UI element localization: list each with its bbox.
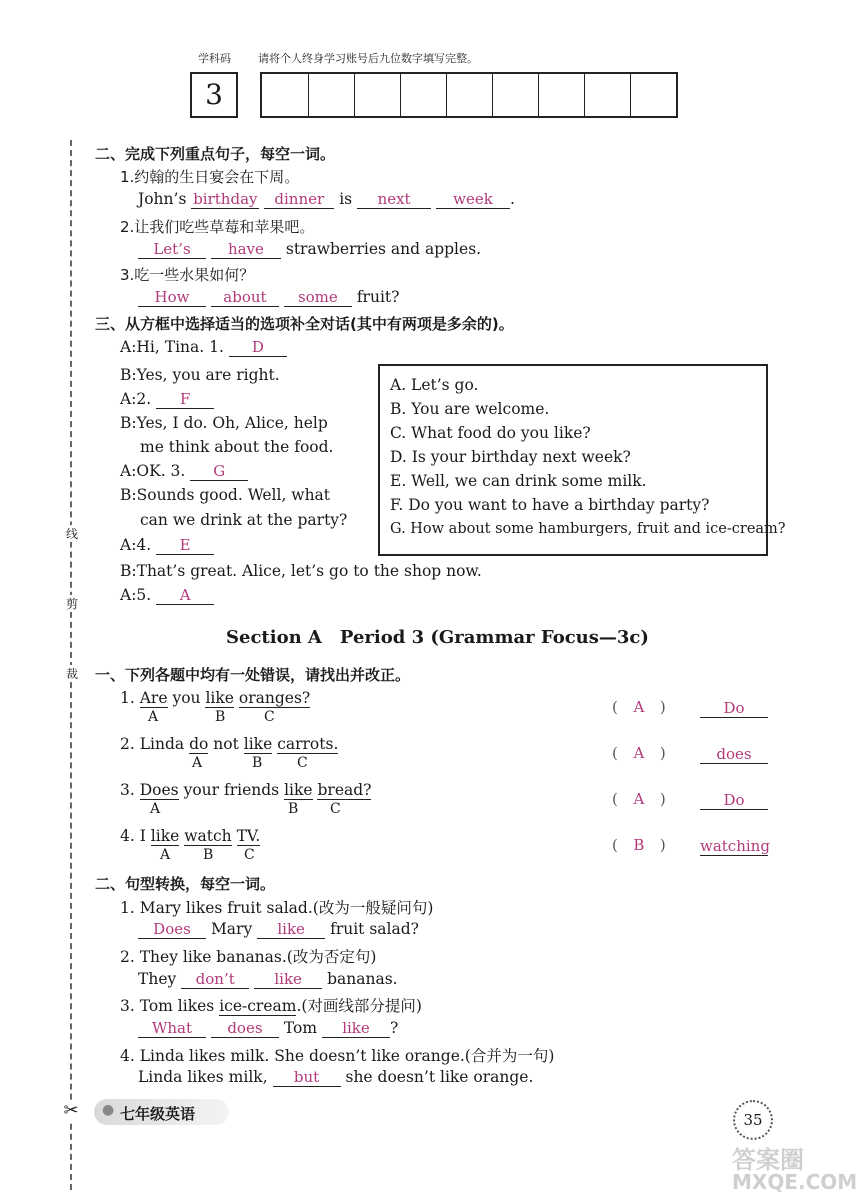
dialog-line-1 bbox=[120, 338, 287, 357]
dialog-text: A:2. bbox=[120, 390, 152, 408]
item-word: you bbox=[172, 689, 201, 707]
b1-blank-1[interactable]: Does bbox=[138, 920, 206, 939]
item-word: like bbox=[205, 689, 234, 707]
section-title: Section A Period 3 (Grammar Focus—3c) bbox=[226, 627, 649, 648]
margin-cai: 裁 bbox=[65, 667, 78, 681]
q3-text-rest: fruit? bbox=[356, 288, 400, 306]
option-e: E. Well, we can drink some milk. bbox=[390, 472, 647, 490]
part2-q2-line bbox=[138, 240, 481, 259]
margin-xian: 线 bbox=[65, 527, 78, 541]
choice-paren-3: ( A ) bbox=[612, 790, 666, 808]
dialog-line-9 bbox=[120, 536, 214, 555]
watermark-domain: MXQE.COM bbox=[732, 1170, 858, 1194]
q2-text-rest: strawberries and apples. bbox=[285, 240, 482, 258]
option-c: C. What food do you like? bbox=[390, 424, 591, 442]
b1-blank-2[interactable]: like bbox=[257, 920, 325, 939]
badge-dot-icon: ● bbox=[102, 1102, 115, 1118]
digit-divider bbox=[584, 74, 585, 116]
b4-text-rest: she doesn’t like orange. bbox=[345, 1068, 534, 1086]
choice-answer-4[interactable]: B bbox=[633, 836, 645, 854]
item-word: I bbox=[139, 827, 146, 845]
q1-text-mid: is bbox=[339, 190, 353, 208]
margin-jian: 剪 bbox=[65, 597, 78, 611]
dialog-text: A:4. bbox=[120, 536, 152, 554]
part2-heading: 二、完成下列重点句子，每空一词。 bbox=[95, 145, 336, 163]
partB-q1-prompt: 1. Mary likes fruit salad.(改为一般疑问句) bbox=[120, 899, 434, 917]
part2-q1-line bbox=[138, 190, 515, 209]
digit-divider bbox=[354, 74, 355, 116]
partB-q3-prompt bbox=[120, 994, 422, 1016]
dialog-text: A:Hi, Tina. 1. bbox=[120, 338, 224, 356]
dialog-line-2: B:Yes, you are right. bbox=[120, 366, 280, 384]
mark-b: B bbox=[288, 801, 299, 817]
b4-blank-1[interactable]: but bbox=[273, 1068, 341, 1087]
fix-line-1 bbox=[700, 698, 768, 718]
item-word: do bbox=[189, 735, 209, 753]
b1-text-mid: Mary bbox=[210, 920, 253, 938]
digit-divider bbox=[446, 74, 447, 116]
digit-divider bbox=[492, 74, 493, 116]
option-a: A. Let’s go. bbox=[390, 376, 479, 394]
item-word: oranges? bbox=[238, 689, 311, 707]
dialog-blank-5[interactable]: A bbox=[156, 586, 214, 605]
b2-text-rest: bananas. bbox=[327, 970, 398, 988]
q1-blank-1[interactable]: birthday bbox=[193, 190, 258, 208]
dialog-blank-3[interactable]: G bbox=[190, 462, 248, 481]
digit-divider bbox=[400, 74, 401, 116]
partB-q3-line bbox=[138, 1019, 398, 1038]
mark-b: B bbox=[215, 709, 226, 725]
partB-heading: 二、句型转换，每空一词。 bbox=[95, 875, 276, 893]
item-word: bread? bbox=[317, 781, 372, 799]
error-item-3 bbox=[120, 781, 371, 799]
q2-blank-2[interactable]: have bbox=[211, 240, 281, 259]
fix-answer-1[interactable]: Do bbox=[700, 699, 768, 718]
q3-blank-1[interactable]: How bbox=[138, 288, 206, 307]
item-word: friends bbox=[223, 781, 280, 799]
q2-blank-1[interactable]: Let’s bbox=[138, 240, 206, 259]
part2-q2-prompt: 2.让我们吃些草莓和苹果吧。 bbox=[120, 218, 315, 236]
fix-line-4 bbox=[700, 836, 768, 856]
mark-c: C bbox=[297, 755, 308, 771]
item-number: 1. bbox=[120, 689, 135, 707]
choice-answer-3[interactable]: A bbox=[633, 790, 645, 808]
watermark-logo: 答案圈 bbox=[732, 1146, 804, 1174]
fix-answer-4[interactable]: watching bbox=[700, 837, 770, 855]
fix-answer-2[interactable]: does bbox=[700, 745, 768, 764]
account-digit-boxes[interactable] bbox=[260, 72, 678, 118]
b3-prompt-underlined: ice-cream bbox=[219, 997, 297, 1015]
subject-code-value: 3 bbox=[205, 78, 223, 111]
item-word: carrots. bbox=[277, 735, 339, 753]
partB-q4-line bbox=[138, 1068, 533, 1087]
option-d: D. Is your birthday next week? bbox=[390, 448, 631, 466]
mark-a: A bbox=[150, 801, 161, 817]
partB-q4-prompt: 4. Linda likes milk. She doesn’t like orange.(合并为一句) bbox=[120, 1047, 555, 1065]
item-number: 3. bbox=[120, 781, 135, 799]
mark-a: A bbox=[192, 755, 203, 771]
scissors-icon: ✂ bbox=[60, 1100, 82, 1121]
book-title: 七年级英语 bbox=[120, 1105, 196, 1123]
choice-paren-2: ( A ) bbox=[612, 744, 666, 762]
partB-q2-prompt: 2. They like bananas.(改为否定句) bbox=[120, 948, 377, 966]
q1-blank-3[interactable]: next bbox=[357, 190, 431, 209]
b3-blank-1[interactable]: What bbox=[138, 1019, 206, 1038]
dialog-line-6 bbox=[120, 462, 248, 481]
dialog-line-10: B:That’s great. Alice, let’s go to the shop now. bbox=[120, 562, 482, 580]
error-item-2 bbox=[120, 735, 338, 753]
b1-text-rest: fruit salad? bbox=[330, 920, 419, 938]
dialog-line-8: can we drink at the party? bbox=[140, 511, 348, 529]
digit-divider bbox=[630, 74, 631, 116]
dialog-text: A:OK. 3. bbox=[120, 462, 186, 480]
mark-c: C bbox=[264, 709, 275, 725]
part2-q3-prompt: 3.吃一些水果如何？ bbox=[120, 266, 255, 284]
q1-blank-2[interactable]: dinner bbox=[264, 190, 334, 209]
item-word: Does bbox=[139, 781, 179, 799]
b4-text-pre: Linda likes milk, bbox=[138, 1068, 268, 1086]
dialog-blank-2[interactable]: F bbox=[156, 390, 214, 409]
dialog-line-4: B:Yes, I do. Oh, Alice, help bbox=[120, 414, 328, 432]
partB-q2-line bbox=[138, 970, 398, 989]
item-word: TV. bbox=[236, 827, 261, 845]
mark-b: B bbox=[203, 847, 214, 863]
partB-q1-line bbox=[138, 920, 419, 939]
b3-blank-2[interactable]: does bbox=[211, 1019, 279, 1038]
item-word: watch bbox=[184, 827, 232, 845]
item-word: your bbox=[183, 781, 220, 799]
mark-a: A bbox=[160, 847, 171, 863]
dialog-line-11 bbox=[120, 586, 214, 605]
mark-a: A bbox=[148, 709, 159, 725]
part2-q3-line bbox=[138, 288, 399, 307]
item-word: Are bbox=[139, 689, 168, 707]
item-word: like bbox=[150, 827, 180, 845]
b3-blank-3[interactable]: like bbox=[322, 1019, 390, 1038]
part2-q1-prompt: 1.约翰的生日宴会在下周。 bbox=[120, 168, 300, 186]
digit-divider bbox=[538, 74, 539, 116]
b3-text-rest: ? bbox=[389, 1019, 399, 1037]
account-instruction: 请将个人终身学习账号后九位数字填写完整。 bbox=[258, 52, 478, 65]
q1-text-end: . bbox=[510, 190, 515, 208]
subject-code-label: 学科码 bbox=[198, 52, 231, 65]
choice-paren-1: ( A ) bbox=[612, 698, 666, 716]
q1-blank-4[interactable]: week bbox=[436, 190, 510, 209]
choice-paren-4: ( B ) bbox=[612, 836, 666, 854]
b2-blank-1[interactable]: don’t bbox=[181, 970, 249, 989]
page-number: 35 bbox=[733, 1100, 773, 1140]
item-number: 2. bbox=[120, 735, 135, 753]
subject-code-box[interactable] bbox=[190, 72, 238, 118]
choice-answer-1[interactable]: A bbox=[633, 698, 645, 716]
book-badge bbox=[94, 1099, 229, 1125]
dialog-blank-1[interactable]: D bbox=[229, 338, 287, 357]
option-b: B. You are welcome. bbox=[390, 400, 550, 418]
b3-text-mid: Tom bbox=[283, 1019, 318, 1037]
q3-blank-3[interactable]: some bbox=[284, 288, 352, 307]
item-word: Linda bbox=[139, 735, 185, 753]
b3-prompt-pre: 3. Tom likes bbox=[120, 997, 215, 1015]
error-item-1 bbox=[120, 689, 310, 707]
mark-c: C bbox=[244, 847, 255, 863]
digit-divider bbox=[308, 74, 309, 116]
fix-line-3 bbox=[700, 790, 768, 810]
dialog-blank-4[interactable]: E bbox=[156, 536, 214, 555]
dialog-line-5: me think about the food. bbox=[140, 438, 334, 456]
option-g: G. How about some hamburgers, fruit and ice-cream? bbox=[390, 521, 786, 537]
q1-text-pre: John’s bbox=[138, 190, 187, 208]
item-word: like bbox=[243, 735, 273, 753]
fix-line-2 bbox=[700, 744, 768, 764]
dialog-line-3 bbox=[120, 390, 214, 409]
options-box bbox=[378, 364, 786, 556]
item-word: not bbox=[213, 735, 239, 753]
b2-blank-2[interactable]: like bbox=[254, 970, 322, 989]
partA-heading: 一、下列各题中均有一处错误，请找出并改正。 bbox=[95, 666, 411, 684]
item-number: 4. bbox=[120, 827, 135, 845]
fix-answer-3[interactable]: Do bbox=[700, 791, 768, 810]
choice-answer-2[interactable]: A bbox=[633, 744, 645, 762]
dialog-line-7: B:Sounds good. Well, what bbox=[120, 486, 331, 504]
dialog-text: A:5. bbox=[120, 586, 152, 604]
part3-heading: 三、从方框中选择适当的选项补全对话(其中有两项是多余的)。 bbox=[95, 315, 514, 333]
b2-text-pre: They bbox=[138, 970, 177, 988]
b3-prompt-post: .(对画线部分提问) bbox=[296, 997, 422, 1015]
mark-b: B bbox=[252, 755, 263, 771]
q3-blank-2[interactable]: about bbox=[211, 288, 279, 307]
item-word: like bbox=[284, 781, 313, 799]
option-f: F. Do you want to have a birthday party? bbox=[390, 496, 710, 514]
error-item-4 bbox=[120, 827, 260, 845]
mark-c: C bbox=[330, 801, 341, 817]
